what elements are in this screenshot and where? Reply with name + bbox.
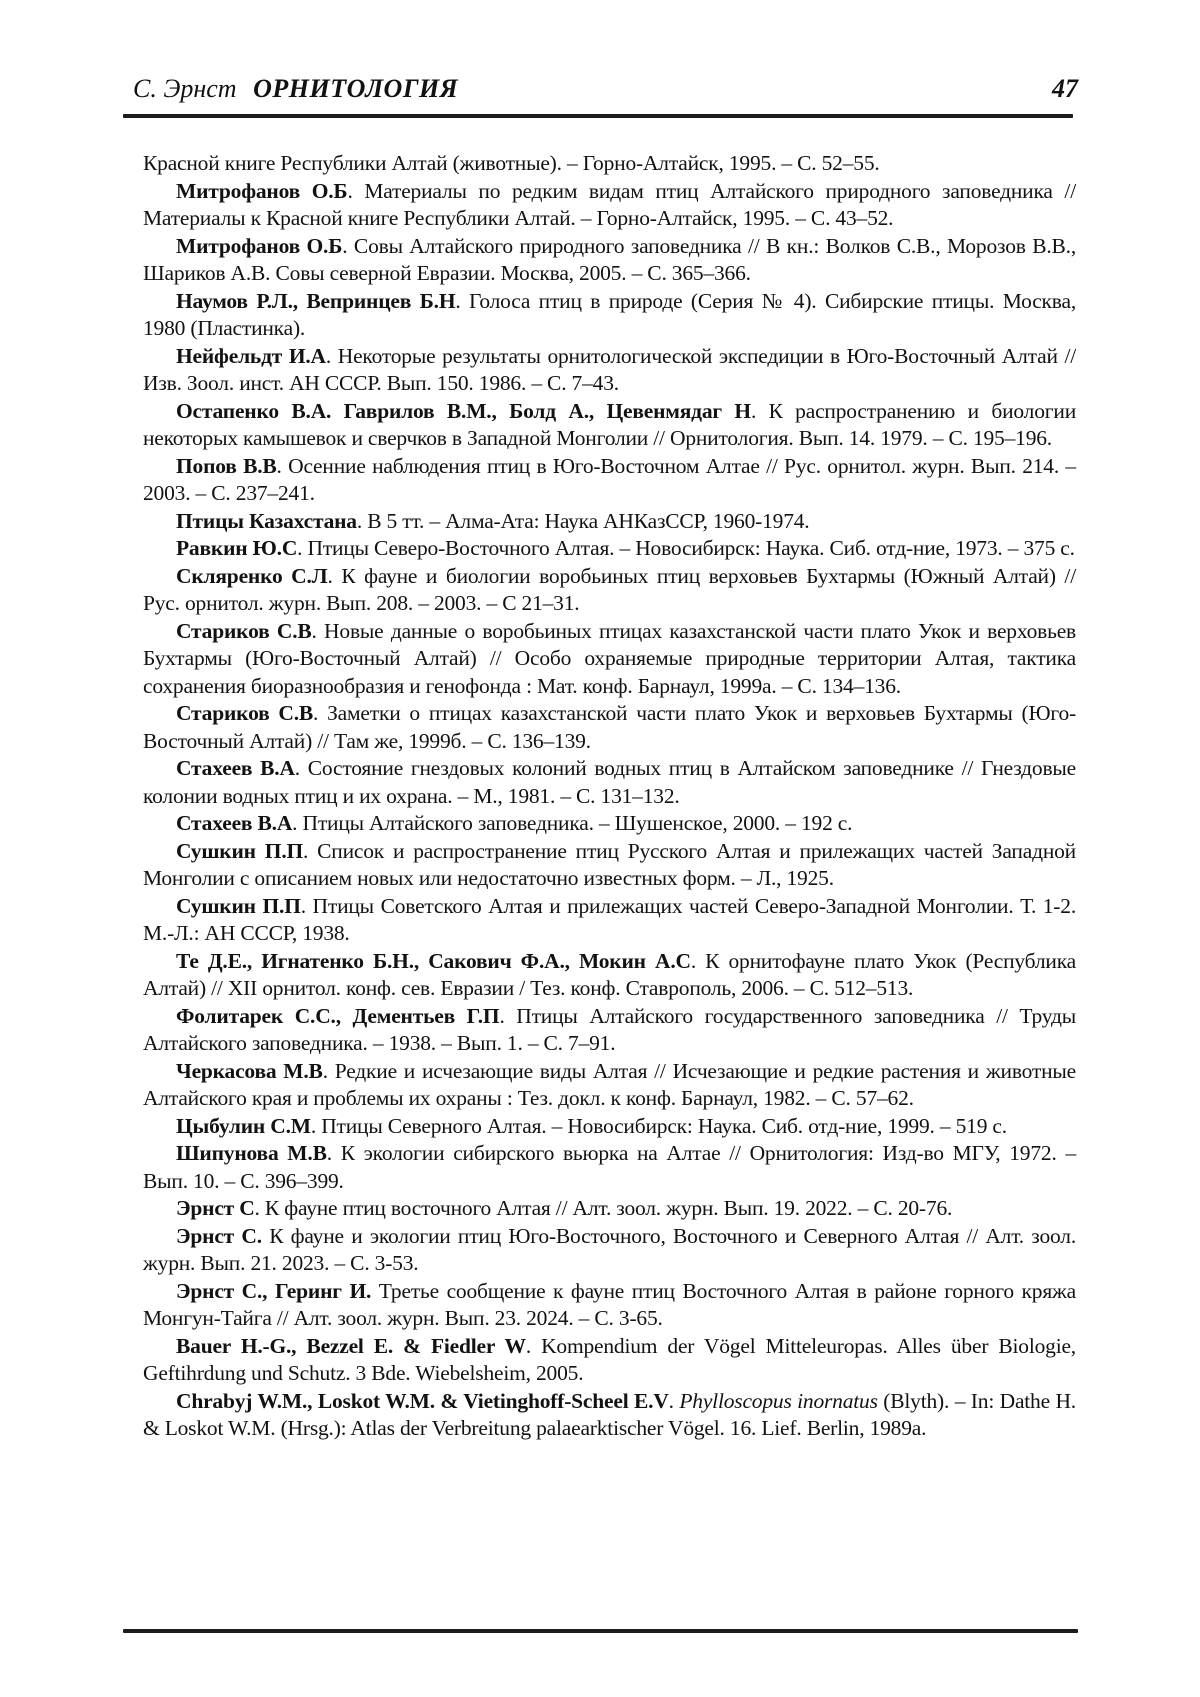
reference-authors: Птицы Казахстана: [176, 508, 357, 533]
reference-authors: Стахеев В.А: [176, 756, 295, 780]
reference-text: . Совы Алтайского природного заповедника // В кн.: Волков С.В., Морозов В.В., Шариков А.В. Совы северной Евразии. Москва, 2005. – С. 365–366.: [143, 233, 1076, 285]
reference-authors: Сушкин П.П: [176, 838, 304, 863]
reference-entry: [143, 1195, 1076, 1223]
reference-authors: Попов В.В: [176, 453, 277, 478]
reference-text: . К фауне и биологии воробьиных птиц верховьев Бухтармы (Южный Алтай) // Рус. орнитол. журн. Вып. 208. – 2003. – С 21–31.: [143, 563, 1076, 615]
reference-authors: Стариков С.В: [176, 618, 312, 643]
reference-text: . Некоторые результаты орнитологической экспедиции в Юго-Восточный Алтай // Изв. Зоол. инст. АН СССР. Вып. 150. 1986. – С. 7–43.: [143, 343, 1076, 395]
reference-entry: [143, 1113, 1076, 1141]
reference-list: [143, 150, 1076, 1443]
reference-authors: Цыбулин С.М: [176, 1113, 311, 1138]
reference-entry: [143, 508, 1076, 536]
reference-authors: Эрнст С.: [176, 1223, 262, 1248]
reference-entry: [143, 810, 1076, 838]
reference-entry: [143, 535, 1076, 563]
reference-text: .: [668, 1388, 680, 1413]
reference-text: . В 5 тт. – Алма-Ата: Наука АНКазССР, 1960-1974.: [356, 508, 810, 533]
reference-authors: Наумов Р.Л., Вепринцев Б.Н: [176, 288, 456, 313]
reference-authors: Скляренко С.Л: [176, 563, 328, 588]
reference-species-name: Phylloscopus inornatus: [679, 1388, 878, 1413]
reference-text: . Птицы Северо-Восточного Алтая. – Новосибирск: Наука. Сиб. отд-ние, 1973. – 375 с.: [297, 536, 1075, 560]
reference-text: (Blyth). – In: Dathe H. & Loskot W.M. (Hrsg.): Atlas der Verbreitung palaearktischer Vögel. 16. Lief. Berlin, 1989a.: [143, 1388, 1076, 1440]
reference-entry: [143, 178, 1076, 233]
reference-authors: Bauer H.-G., Bezzel E. & Fiedler W: [176, 1333, 526, 1358]
reference-text: . Осенние наблюдения птиц в Юго-Восточном Алтае // Рус. орнитол. журн. Вып. 214. – 2003. – С. 237–241.: [143, 453, 1076, 505]
reference-text: . Состояние гнездовых колоний водных птиц в Алтайском заповеднике // Гнездовые колонии водных птиц и их охрана. – М., 1981. – С. 131–132.: [143, 756, 1076, 808]
reference-entry: [143, 150, 1076, 178]
reference-text: . Птицы Алтайского заповедника. – Шушенское, 2000. – 192 с.: [292, 811, 853, 835]
reference-authors: Chrabyj W.M., Loskot W.M. & Vietinghoff-Scheel E.V: [176, 1388, 669, 1413]
reference-authors: Фолитарек С.С., Дементьев Г.П: [176, 1003, 500, 1028]
reference-text: . К распространению и биологии некоторых камышевок и сверчков в Западной Монголии // Орнитология. Вып. 14. 1979. – С. 195–196.: [143, 398, 1076, 450]
reference-entry: [143, 1278, 1076, 1333]
reference-authors: Эрнст С: [176, 1196, 255, 1220]
reference-text: К фауне и экологии птиц Юго-Восточного, Восточного и Северного Алтая // Алт. зоол. журн. Вып. 21. 2023. – С. 3-53.: [143, 1223, 1076, 1275]
running-header-author: С. Эрнст: [133, 74, 237, 103]
reference-entry: [143, 755, 1076, 810]
reference-entry: [143, 893, 1076, 948]
reference-text: . Птицы Северного Алтая. – Новосибирск: Наука. Сиб. отд-ние, 1999. – 519 с.: [310, 1113, 1007, 1138]
reference-entry: [143, 343, 1076, 398]
reference-entry: [143, 288, 1076, 343]
reference-entry: [143, 1140, 1076, 1195]
reference-text: Третье сообщение к фауне птиц Восточного Алтая в районе горного кряжа Монгун-Тайга // Алт. зоол. журн. Вып. 23. 2024. – С. 3-65.: [143, 1278, 1077, 1330]
header-rule: [123, 114, 1073, 118]
reference-authors: Эрнст С., Геринг И.: [176, 1278, 372, 1303]
reference-authors: Остапенко В.А. Гаврилов В.М., Болд А., Цевенмядаг Н: [176, 398, 751, 423]
running-header-left: [133, 74, 458, 104]
reference-text: . Птицы Советского Алтая и прилежащих частей Северо-Западной Монголии. Т. 1-2. М.-Л.: АН СССР, 1938.: [143, 893, 1076, 945]
reference-entry: [143, 838, 1076, 893]
reference-authors: Митрофанов О.Б: [176, 233, 343, 258]
reference-entry: [143, 1388, 1076, 1443]
reference-entry: [143, 1058, 1076, 1113]
reference-authors: Митрофанов О.Б: [176, 178, 348, 203]
reference-authors: Сушкин П.П: [176, 893, 301, 918]
reference-text: . Заметки о птицах казахстанской части плато Укок и верховьев Бухтармы (Юго-Восточный Алтай) // Там же, 1999б. – С. 136–139.: [143, 701, 1077, 753]
reference-entry: [143, 1333, 1076, 1388]
reference-text: . К орнитофауне плато Укок (Республика Алтай) // XII орнитол. конф. сев. Евразии / Тез. конф. Ставрополь, 2006. – С. 512–513.: [143, 948, 1076, 1000]
reference-entry: [143, 233, 1076, 288]
reference-entry: [143, 948, 1076, 1003]
reference-entry: [143, 1003, 1076, 1058]
footer-rule: [123, 1629, 1078, 1633]
reference-authors: Те Д.Е., Игнатенко Б.Н., Сакович Ф.А., Мокин А.С: [176, 948, 691, 973]
reference-text: . Птицы Алтайского государственного заповедника // Труды Алтайского заповедника. – 1938. – Вып. 1. – С. 7–91.: [143, 1003, 1076, 1055]
reference-entry: [143, 398, 1076, 453]
reference-entry: [143, 563, 1076, 618]
reference-authors: Нейфельдт И.А: [176, 343, 326, 368]
reference-text: . К фауне птиц восточного Алтая // Алт. зоол. журн. Вып. 19. 2022. – С. 20-76.: [254, 1196, 953, 1220]
reference-text: . Редкие и исчезающие виды Алтая // Исчезающие и редкие растения и животные Алтайского края и проблемы их охраны : Тез. докл. к конф. Барнаул, 1982. – С. 57–62.: [143, 1058, 1076, 1110]
reference-authors: Шипунова М.В: [176, 1141, 327, 1165]
running-header: [133, 74, 1078, 104]
reference-authors: Стахеев В.А: [176, 811, 293, 835]
running-header-title: ОРНИТОЛОГИЯ: [253, 74, 459, 103]
reference-text: . Новые данные о воробьиных птицах казахстанской части плато Укок и верховьев Бухтармы (Юго-Восточный Алтай) // Особо охраняемые природные территории Алтая, тактика сохранения биоразнообразия и генофонда : Мат. конф. Барнаул, 1999а. – С. 134–136.: [143, 618, 1076, 698]
reference-text: . Kompendium der Vögel Mitteleuropas. Alles über Biologie, Geftihrdung und Schutz. 3 Bde. Wiebelsheim, 2005.: [143, 1333, 1076, 1385]
reference-entry: [143, 453, 1076, 508]
reference-entry: [143, 618, 1076, 701]
reference-text: . Список и распространение птиц Русского Алтая и прилежащих частей Западной Монголии с описанием новых или недостаточно известных форм. – Л., 1925.: [143, 838, 1076, 890]
reference-text: Красной книге Республики Алтай (животные). – Горно-Алтайск, 1995. – С. 52–55.: [143, 151, 880, 175]
reference-entry: [143, 1223, 1076, 1278]
reference-text: . Материалы по редким видам птиц Алтайского природного заповедника // Материалы к Красной книге Республики Алтай. – Горно-Алтайск, 1995. – С. 43–52.: [143, 178, 1076, 230]
reference-text: . К экологии сибирского вьюрка на Алтае // Орнитология: Изд-во МГУ, 1972. – Вып. 10. – С. 396–399.: [143, 1141, 1076, 1193]
reference-authors: Черкасова М.В: [176, 1058, 323, 1083]
reference-text: . Голоса птиц в природе (Серия № 4). Сибирские птицы. Москва, 1980 (Пластинка).: [143, 288, 1076, 340]
reference-authors: Равкин Ю.С: [176, 536, 298, 560]
reference-entry: [143, 700, 1076, 755]
reference-authors: Стариков С.В: [176, 701, 314, 725]
page-number: 47: [1052, 74, 1078, 103]
